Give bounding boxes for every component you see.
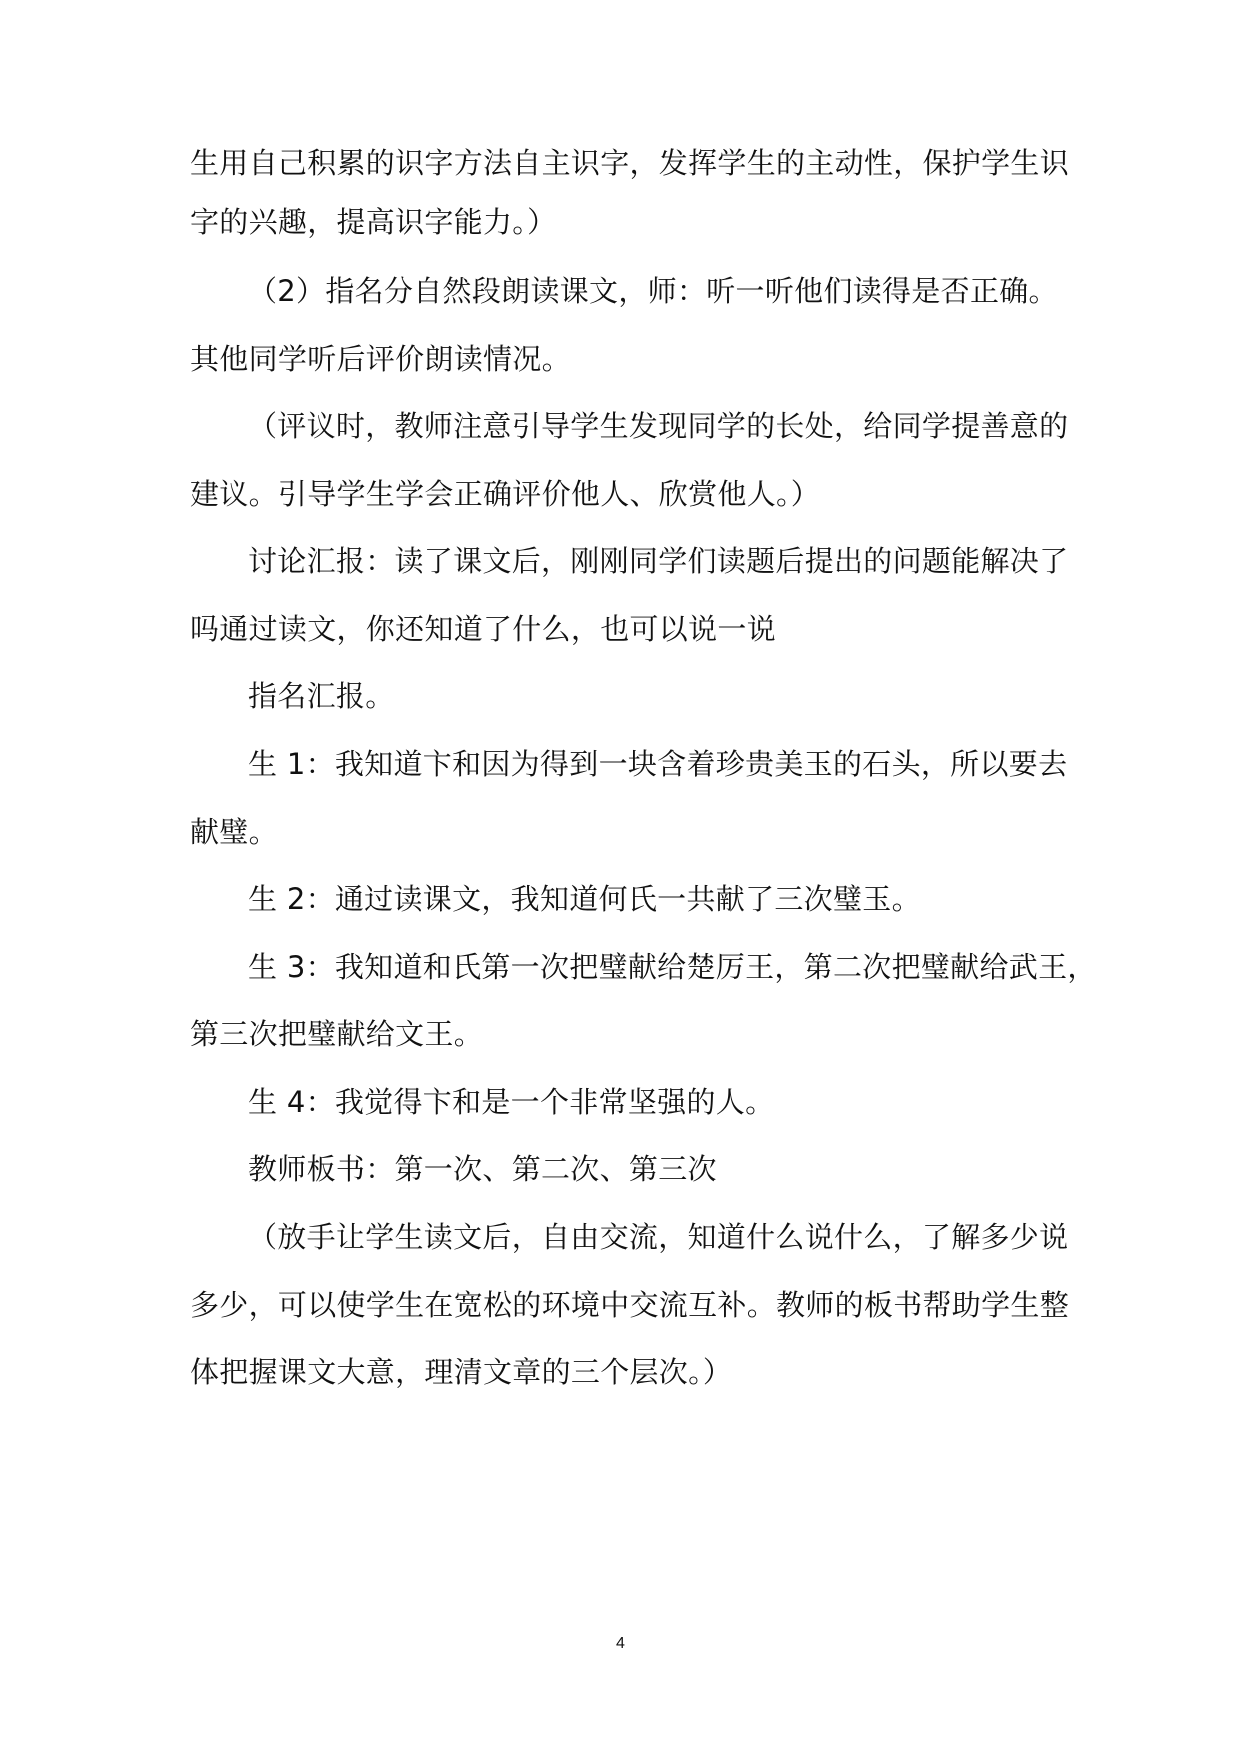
- text-line: 第三次把璧献给文王。: [190, 1017, 484, 1051]
- text-line: 指名汇报。: [248, 679, 395, 713]
- text-line: 生 1：我知道卞和因为得到一块含着珍贵美玉的石头，所以要去: [248, 747, 1068, 781]
- text-line: 生用自己积累的识字方法自主识字，发挥学生的主动性，保护学生识: [190, 146, 1070, 180]
- text-line: 建议。引导学生学会正确评价他人、欣赏他人。）: [190, 477, 821, 511]
- text-line: 其他同学听后评价朗读情况。: [190, 342, 571, 376]
- text-line: 教师板书：第一次、第二次、第三次: [248, 1152, 717, 1186]
- page-number: 4: [616, 1635, 625, 1652]
- text-line: 吗通过读文，你还知道了什么，也可以说一说: [190, 612, 777, 646]
- text-line: 生 3：我知道和氏第一次把璧献给楚厉王，第二次把璧献给武王，: [248, 950, 1097, 984]
- text-line: 生 2：通过读课文，我知道何氏一共献了三次璧玉。: [248, 882, 921, 916]
- text-line: （2）指名分自然段朗读课文，师：听一听他们读得是否正确。: [248, 274, 1058, 308]
- text-line: （评议时，教师注意引导学生发现同学的长处，给同学提善意的: [248, 409, 1069, 443]
- text-line: 生 4：我觉得卞和是一个非常坚强的人。: [248, 1085, 775, 1119]
- text-line: 多少，可以使学生在宽松的环境中交流互补。教师的板书帮助学生整: [190, 1288, 1070, 1322]
- text-line: 字的兴趣，提高识字能力。）: [190, 205, 557, 239]
- text-line: 献璧。: [190, 815, 278, 849]
- text-line: 体把握课文大意，理清文章的三个层次。）: [190, 1355, 733, 1389]
- text-line: 讨论汇报：读了课文后，刚刚同学们读题后提出的问题能解决了: [248, 544, 1069, 578]
- text-line: （放手让学生读文后，自由交流，知道什么说什么，了解多少说: [248, 1220, 1069, 1254]
